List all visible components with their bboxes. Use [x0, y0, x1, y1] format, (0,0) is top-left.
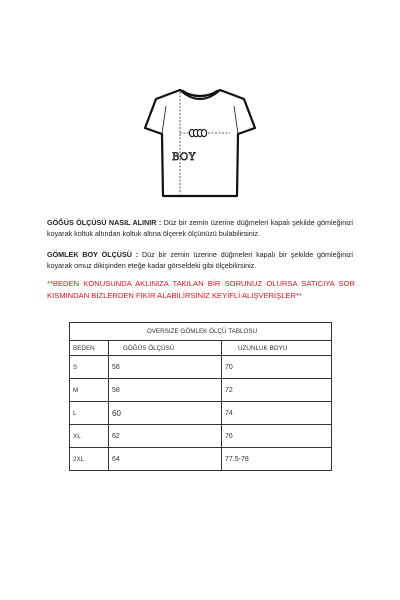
chest-measure-guide: [47, 217, 353, 239]
length-measure-guide: [47, 249, 353, 271]
chest-guide-text: Düz bir zemin üzerine düğmeleri kapalı şekilde gömleğinizi koyarak koltuk altından koltuk altına ölçerek ölçünüzü bulabilirsiniz.: [47, 218, 353, 238]
measuring-tape-icon: [189, 129, 206, 136]
table-row: [70, 356, 332, 379]
length-guide-text: Düz bir zemin üzerine düğmeleri kapalı bir şekilde gömleğinizi koyarak omuz dikişinden eteğe kadar görseldeki gibi ölçebilirsiniz.: [47, 250, 353, 270]
length-cell: 74: [222, 402, 332, 425]
size-chart-table: [69, 322, 332, 471]
header-chest: GÖĞÜS ÖLÇÜSÜ: [109, 341, 222, 356]
chest-guide-heading: GÖĞÜS ÖLÇÜSÜ NASIL ALINIR :: [47, 218, 162, 227]
chest-cell: 56: [109, 356, 222, 379]
size-cell: M: [70, 379, 109, 402]
table-row: [70, 379, 332, 402]
tshirt-illustration: [140, 82, 260, 200]
table-row: [70, 448, 332, 471]
table-row: [70, 425, 332, 448]
table-row: [70, 402, 332, 425]
length-cell: 72: [222, 379, 332, 402]
size-cell: XL: [70, 425, 109, 448]
header-size: BEDEN: [70, 341, 109, 356]
length-cell: 70: [222, 356, 332, 379]
chest-cell: 64: [109, 448, 222, 471]
length-cell: 77.5-78: [222, 448, 332, 471]
length-cell: 76: [222, 425, 332, 448]
tshirt-outline: [145, 90, 255, 196]
size-table-title: OVERSIZE GÖMLEK ÖLÇÜ TABLOSU: [70, 323, 332, 341]
size-cell: L: [70, 402, 109, 425]
chest-cell: 62: [109, 425, 222, 448]
chest-cell: 60: [109, 402, 222, 425]
header-length: UZUNLUK BOYU: [222, 341, 332, 356]
size-cell: S: [70, 356, 109, 379]
size-cell: 2XL: [70, 448, 109, 471]
size-table-header-row: [70, 341, 332, 356]
boy-label: BOY: [172, 152, 196, 163]
size-table-title-row: [70, 323, 332, 341]
length-guide-heading: GÖMLEK BOY ÖLÇÜSÜ :: [47, 250, 139, 259]
chest-cell: 58: [109, 379, 222, 402]
size-warning-note: **BEDEN KONUSUNDA AKLINIZA TAKILAN BİR SORUNUZ OLURSA SATICIYA SOR KISMINDAN BİZLERDEN FİKİR ALABİLİRSİNİZ KEYİFLİ ALIŞVERİŞLER**: [47, 279, 355, 300]
